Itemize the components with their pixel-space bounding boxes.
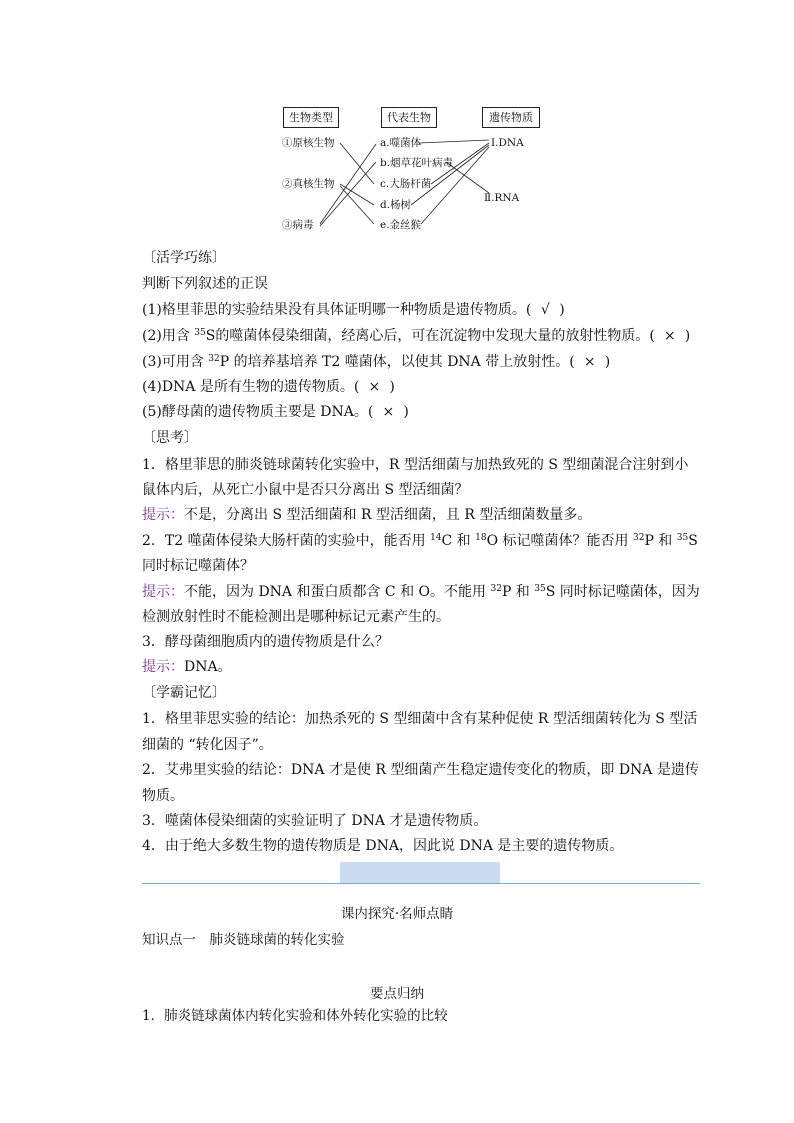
header-genetic-material: 遗传物质 (482, 107, 540, 128)
thinking-heading: 〔思考〕 (142, 430, 198, 446)
practice-item-3: (3)可用含 $^{32}$P 的培养基培养 T2 噬菌体，以使其 DNA 带上放射性。( × ) (142, 354, 611, 370)
type-eukaryote: ②真核生物 (282, 178, 335, 190)
practice-item-4: (4)DNA 是所有生物的遗传物质。( × ) (142, 379, 395, 395)
organism-tmv: b.烟草花叶病毒 (380, 157, 454, 169)
memory-2-line-1: 2．艾弗里实验的结论：DNA 才是使 R 型细菌产生稳定遗传变化的物质，即 DNA 是遗传 (142, 762, 699, 778)
question-3: 3．酵母菌细胞质内的遗传物质是什么？ (142, 634, 389, 650)
line-prokaryote-ecoli (340, 143, 374, 184)
practice-item-5: (5)酵母菌的遗传物质主要是 DNA。( × ) (142, 404, 409, 420)
question-2-line-1: 2．T2 噬菌体侵染大肠杆菌的实验中，能否用 $^{14}$C 和 $^{18}$O 标记噬菌体？能否用 $^{32}$P 和 $^{35}$S (142, 533, 698, 549)
memory-4: 4．由于绝大多数生物的遗传物质是 DNA，因此说 DNA 是主要的遗传物质。 (142, 838, 624, 854)
practice-heading: 〔活学巧练〕 (142, 250, 226, 266)
line-poplar-dna (411, 145, 489, 205)
answer-2-line-2: 检测放射性时不能检测出是哪种标记元素产生的。 (142, 609, 450, 625)
material-dna: Ⅰ.DNA (491, 137, 524, 149)
memory-heading: 〔学霸记忆〕 (142, 685, 226, 701)
practice-item-2: (2)用含 $^{35}$S的噬菌体侵染细菌，经离心后，可在沉淀物中发现大量的放射性物质。( × ) (142, 328, 691, 344)
header-representative: 代表生物 (381, 107, 437, 128)
question-2-line-2: 同时标记噬菌体？ (142, 558, 254, 574)
hint-label: 提示： (142, 659, 184, 675)
type-prokaryote: ①原核生物 (282, 137, 335, 149)
organism-ecoli: c.大肠杆菌 (380, 178, 432, 190)
memory-2-line-2: 物质。 (142, 788, 184, 804)
section-tab (340, 862, 500, 884)
organism-poplar: d.杨树 (380, 199, 412, 211)
question-1-line-1: 1．格里菲思的肺炎链球菌转化实验中，R 型活细菌与加热致死的 S 型细菌混合注射到小 (142, 457, 689, 473)
material-rna: Ⅱ.RNA (484, 192, 520, 204)
practice-intro: 判断下列叙述的正误 (142, 276, 268, 292)
mark-2: × (663, 328, 676, 344)
line-eukaryote-monkey (340, 186, 374, 224)
practice-item-1: (1)格里菲思的实验结果没有具体证明哪一种物质是遗传物质。( √ ) (142, 302, 565, 318)
memory-3: 3．噬菌体侵染细菌的实验证明了 DNA 才是遗传物质。 (142, 813, 488, 829)
line-phage-dna (419, 140, 489, 143)
answer-1: 提示：不是，分离出 S 型活细菌和 R 型活细菌，且 R 型活细菌数量多。 (142, 507, 592, 523)
line-eukaryote-poplar (340, 184, 374, 205)
memory-1-line-1: 1．格里菲思实验的结论：加热杀死的 S 型细菌中含有某种促使 R 型活细菌转化为 S 型活 (142, 711, 698, 727)
mark-3: × (583, 354, 596, 370)
organism-phage: a.噬菌体 (380, 137, 422, 149)
answer-3: 提示：DNA。 (142, 659, 232, 675)
mark-5: × (382, 404, 395, 420)
question-1-line-2: 鼠体内后，从死亡小鼠中是否只分离出 S 型活细菌？ (142, 482, 469, 498)
answer-2-line-1: 提示：不能，因为 DNA 和蛋白质都含 C 和 O。不能用 $^{32}$P 和 $^{35}$S 同时标记噬菌体，因为 (142, 584, 700, 600)
organism-monkey: e.金丝猴 (380, 219, 422, 231)
knowledge-point: 知识点一 肺炎链球菌的转化实验 (142, 932, 345, 948)
mark-1: √ (540, 302, 550, 318)
classification-diagram (276, 100, 546, 240)
summary-item-1: 1．肺炎链球菌体内转化实验和体外转化实验的比较 (142, 1008, 448, 1024)
summary-heading: 要点归纳 (370, 986, 424, 1002)
mark-4: × (368, 379, 381, 395)
section-divider (142, 883, 700, 884)
hint-label: 提示： (142, 507, 184, 523)
section-title: 课内探究·名师点睛 (340, 906, 454, 922)
header-organism-type: 生物类型 (283, 107, 339, 128)
memory-1-line-2: 细菌的 “转化因子”。 (142, 737, 273, 753)
type-virus: ③病毒 (282, 219, 314, 231)
hint-label: 提示： (142, 584, 184, 600)
